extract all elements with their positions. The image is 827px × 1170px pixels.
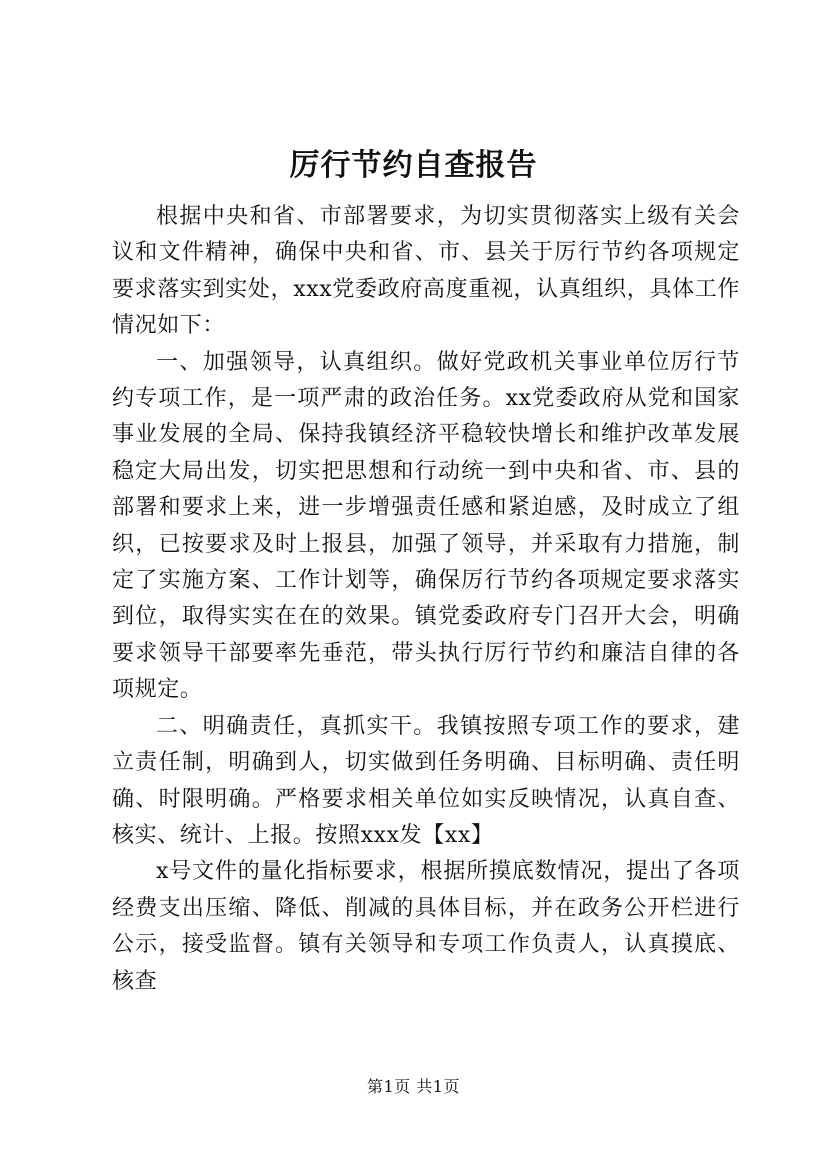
document-title: 厉行节约自查报告: [289, 148, 538, 183]
page-number-footer: 第1页 共1页: [367, 1077, 460, 1096]
paragraph-responsibility: 二、明确责任，真抓实干。我镇按照专项工作的要求，建立责任制，明确到人，切实做到任务明确、目标明确、责任明确、时限明确。严格要求相关单位如实反映情况，认真自查、核实、统计、上报。按照xxx发【xx】: [112, 713, 740, 848]
paragraph-intro: 根据中央和省、市部署要求，为切实贯彻落实上级有关会议和文件精神，确保中央和省、市、县关于厉行节约各项规定要求落实到实处，xxx党委政府高度重视，认真组织，具体工作情况如下：: [112, 204, 740, 339]
document-body: [112, 199, 740, 1000]
paragraph-leadership: 一、加强领导，认真组织。做好党政机关事业单位厉行节约专项工作，是一项严肃的政治任务。xx党委政府从党和国家事业发展的全局、保持我镇经济平稳较快增长和维护改革发展稳定大局出发，切实把思想和行动统一到中央和省、市、县的部署和要求上来，进一步增强责任感和紧迫感，及时成立了组织，已按要求及时上报县，加强了领导，并采取有力措施，制定了实施方案、工作计划等，确保厉行节约各项规定要求落实到位，取得实实在在的效果。镇党委政府专门召开大会，明确要求领导干部要率先垂范，带头执行厉行节约和廉洁自律的各项规定。: [112, 349, 740, 703]
paragraph-quantitative-targets: x号文件的量化指标要求，根据所摸底数情况，提出了各项经费支出压缩、降低、削减的具体目标，并在政务公开栏进行公示，接受监督。镇有关领导和专项工作负责人，认真摸底、核查: [112, 859, 740, 994]
